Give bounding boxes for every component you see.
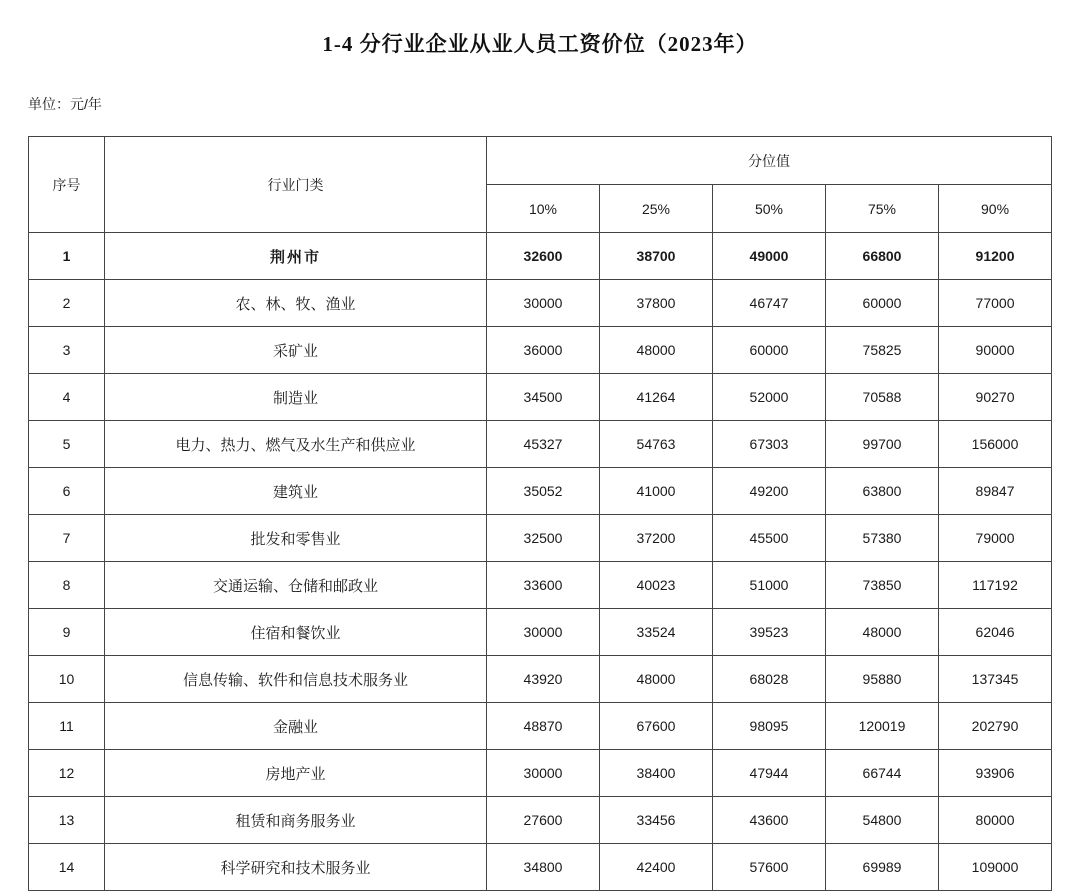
- cell-p90: 90270: [939, 374, 1052, 421]
- cell-p50: 43600: [713, 797, 826, 844]
- cell-industry: 住宿和餐饮业: [105, 609, 487, 656]
- cell-p25: 37800: [600, 280, 713, 327]
- cell-industry: 农、林、牧、渔业: [105, 280, 487, 327]
- column-header-p90: 90%: [939, 185, 1052, 233]
- cell-p75: 54800: [826, 797, 939, 844]
- cell-seq: 1: [29, 233, 105, 280]
- cell-p10: 43920: [487, 656, 600, 703]
- cell-seq: 8: [29, 562, 105, 609]
- cell-p10: 36000: [487, 327, 600, 374]
- cell-p50: 52000: [713, 374, 826, 421]
- cell-p90: 77000: [939, 280, 1052, 327]
- cell-seq: 10: [29, 656, 105, 703]
- cell-seq: 5: [29, 421, 105, 468]
- table-container: [0, 114, 1080, 891]
- table-body: [29, 233, 1052, 891]
- column-header-p50: 50%: [713, 185, 826, 233]
- cell-p50: 51000: [713, 562, 826, 609]
- cell-p50: 67303: [713, 421, 826, 468]
- cell-p75: 57380: [826, 515, 939, 562]
- cell-industry: 交通运输、仓储和邮政业: [105, 562, 487, 609]
- table-row: [29, 797, 1052, 844]
- cell-p75: 69989: [826, 844, 939, 891]
- cell-industry: 租赁和商务服务业: [105, 797, 487, 844]
- cell-industry: 荆州市: [105, 233, 487, 280]
- cell-seq: 12: [29, 750, 105, 797]
- cell-p50: 60000: [713, 327, 826, 374]
- cell-p25: 48000: [600, 656, 713, 703]
- cell-p90: 80000: [939, 797, 1052, 844]
- cell-p50: 49000: [713, 233, 826, 280]
- cell-industry: 科学研究和技术服务业: [105, 844, 487, 891]
- cell-seq: 2: [29, 280, 105, 327]
- cell-p50: 68028: [713, 656, 826, 703]
- cell-p10: 48870: [487, 703, 600, 750]
- cell-industry: 批发和零售业: [105, 515, 487, 562]
- cell-seq: 7: [29, 515, 105, 562]
- cell-p10: 30000: [487, 750, 600, 797]
- cell-p90: 93906: [939, 750, 1052, 797]
- cell-p10: 32500: [487, 515, 600, 562]
- cell-p50: 57600: [713, 844, 826, 891]
- table-row: [29, 844, 1052, 891]
- cell-p25: 54763: [600, 421, 713, 468]
- cell-industry: 制造业: [105, 374, 487, 421]
- cell-p10: 27600: [487, 797, 600, 844]
- cell-p25: 38400: [600, 750, 713, 797]
- cell-p90: 137345: [939, 656, 1052, 703]
- cell-p10: 34800: [487, 844, 600, 891]
- cell-seq: 3: [29, 327, 105, 374]
- cell-p75: 66800: [826, 233, 939, 280]
- cell-seq: 13: [29, 797, 105, 844]
- cell-p75: 66744: [826, 750, 939, 797]
- table-row: [29, 750, 1052, 797]
- cell-p25: 33524: [600, 609, 713, 656]
- cell-seq: 11: [29, 703, 105, 750]
- cell-p75: 99700: [826, 421, 939, 468]
- cell-p75: 48000: [826, 609, 939, 656]
- table-row: [29, 280, 1052, 327]
- cell-p90: 62046: [939, 609, 1052, 656]
- cell-p25: 42400: [600, 844, 713, 891]
- column-header-p25: 25%: [600, 185, 713, 233]
- table-row: [29, 468, 1052, 515]
- table-row: [29, 515, 1052, 562]
- cell-industry: 电力、热力、燃气及水生产和供应业: [105, 421, 487, 468]
- unit-note: 单位：元/年: [28, 96, 102, 112]
- cell-industry: 房地产业: [105, 750, 487, 797]
- table-row: [29, 327, 1052, 374]
- cell-p10: 45327: [487, 421, 600, 468]
- cell-p25: 33456: [600, 797, 713, 844]
- cell-p75: 75825: [826, 327, 939, 374]
- table-row: [29, 656, 1052, 703]
- cell-p75: 95880: [826, 656, 939, 703]
- table-row: [29, 609, 1052, 656]
- column-header-seq: 序号: [29, 137, 105, 233]
- cell-p25: 41264: [600, 374, 713, 421]
- cell-p75: 60000: [826, 280, 939, 327]
- cell-p25: 48000: [600, 327, 713, 374]
- cell-p50: 49200: [713, 468, 826, 515]
- column-header-industry: 行业门类: [105, 137, 487, 233]
- cell-industry: 信息传输、软件和信息技术服务业: [105, 656, 487, 703]
- cell-p90: 79000: [939, 515, 1052, 562]
- table-row: [29, 421, 1052, 468]
- cell-p10: 35052: [487, 468, 600, 515]
- cell-p10: 34500: [487, 374, 600, 421]
- cell-seq: 14: [29, 844, 105, 891]
- cell-seq: 6: [29, 468, 105, 515]
- wage-table: [28, 136, 1052, 891]
- cell-p25: 67600: [600, 703, 713, 750]
- table-header: [29, 137, 1052, 233]
- table-row: [29, 562, 1052, 609]
- cell-p90: 156000: [939, 421, 1052, 468]
- cell-p75: 73850: [826, 562, 939, 609]
- cell-p90: 202790: [939, 703, 1052, 750]
- cell-p25: 38700: [600, 233, 713, 280]
- column-header-p10: 10%: [487, 185, 600, 233]
- page-title: 1-4 分行业企业从业人员工资价位（2023年）: [322, 32, 758, 56]
- cell-p75: 63800: [826, 468, 939, 515]
- cell-p90: 117192: [939, 562, 1052, 609]
- cell-p90: 89847: [939, 468, 1052, 515]
- cell-p25: 40023: [600, 562, 713, 609]
- cell-industry: 建筑业: [105, 468, 487, 515]
- table-row: [29, 703, 1052, 750]
- cell-p25: 41000: [600, 468, 713, 515]
- cell-p10: 33600: [487, 562, 600, 609]
- cell-industry: 采矿业: [105, 327, 487, 374]
- cell-seq: 9: [29, 609, 105, 656]
- column-header-group-percentile: 分位值: [487, 137, 1052, 185]
- table-row: [29, 374, 1052, 421]
- cell-p75: 70588: [826, 374, 939, 421]
- cell-industry: 金融业: [105, 703, 487, 750]
- cell-p25: 37200: [600, 515, 713, 562]
- table-row: [29, 233, 1052, 280]
- cell-p50: 46747: [713, 280, 826, 327]
- cell-seq: 4: [29, 374, 105, 421]
- cell-p10: 30000: [487, 609, 600, 656]
- table-header-row-1: [29, 137, 1052, 185]
- cell-p50: 98095: [713, 703, 826, 750]
- cell-p50: 47944: [713, 750, 826, 797]
- cell-p90: 109000: [939, 844, 1052, 891]
- cell-p50: 45500: [713, 515, 826, 562]
- column-header-p75: 75%: [826, 185, 939, 233]
- cell-p10: 30000: [487, 280, 600, 327]
- cell-p50: 39523: [713, 609, 826, 656]
- cell-p10: 32600: [487, 233, 600, 280]
- cell-p75: 120019: [826, 703, 939, 750]
- cell-p90: 91200: [939, 233, 1052, 280]
- cell-p90: 90000: [939, 327, 1052, 374]
